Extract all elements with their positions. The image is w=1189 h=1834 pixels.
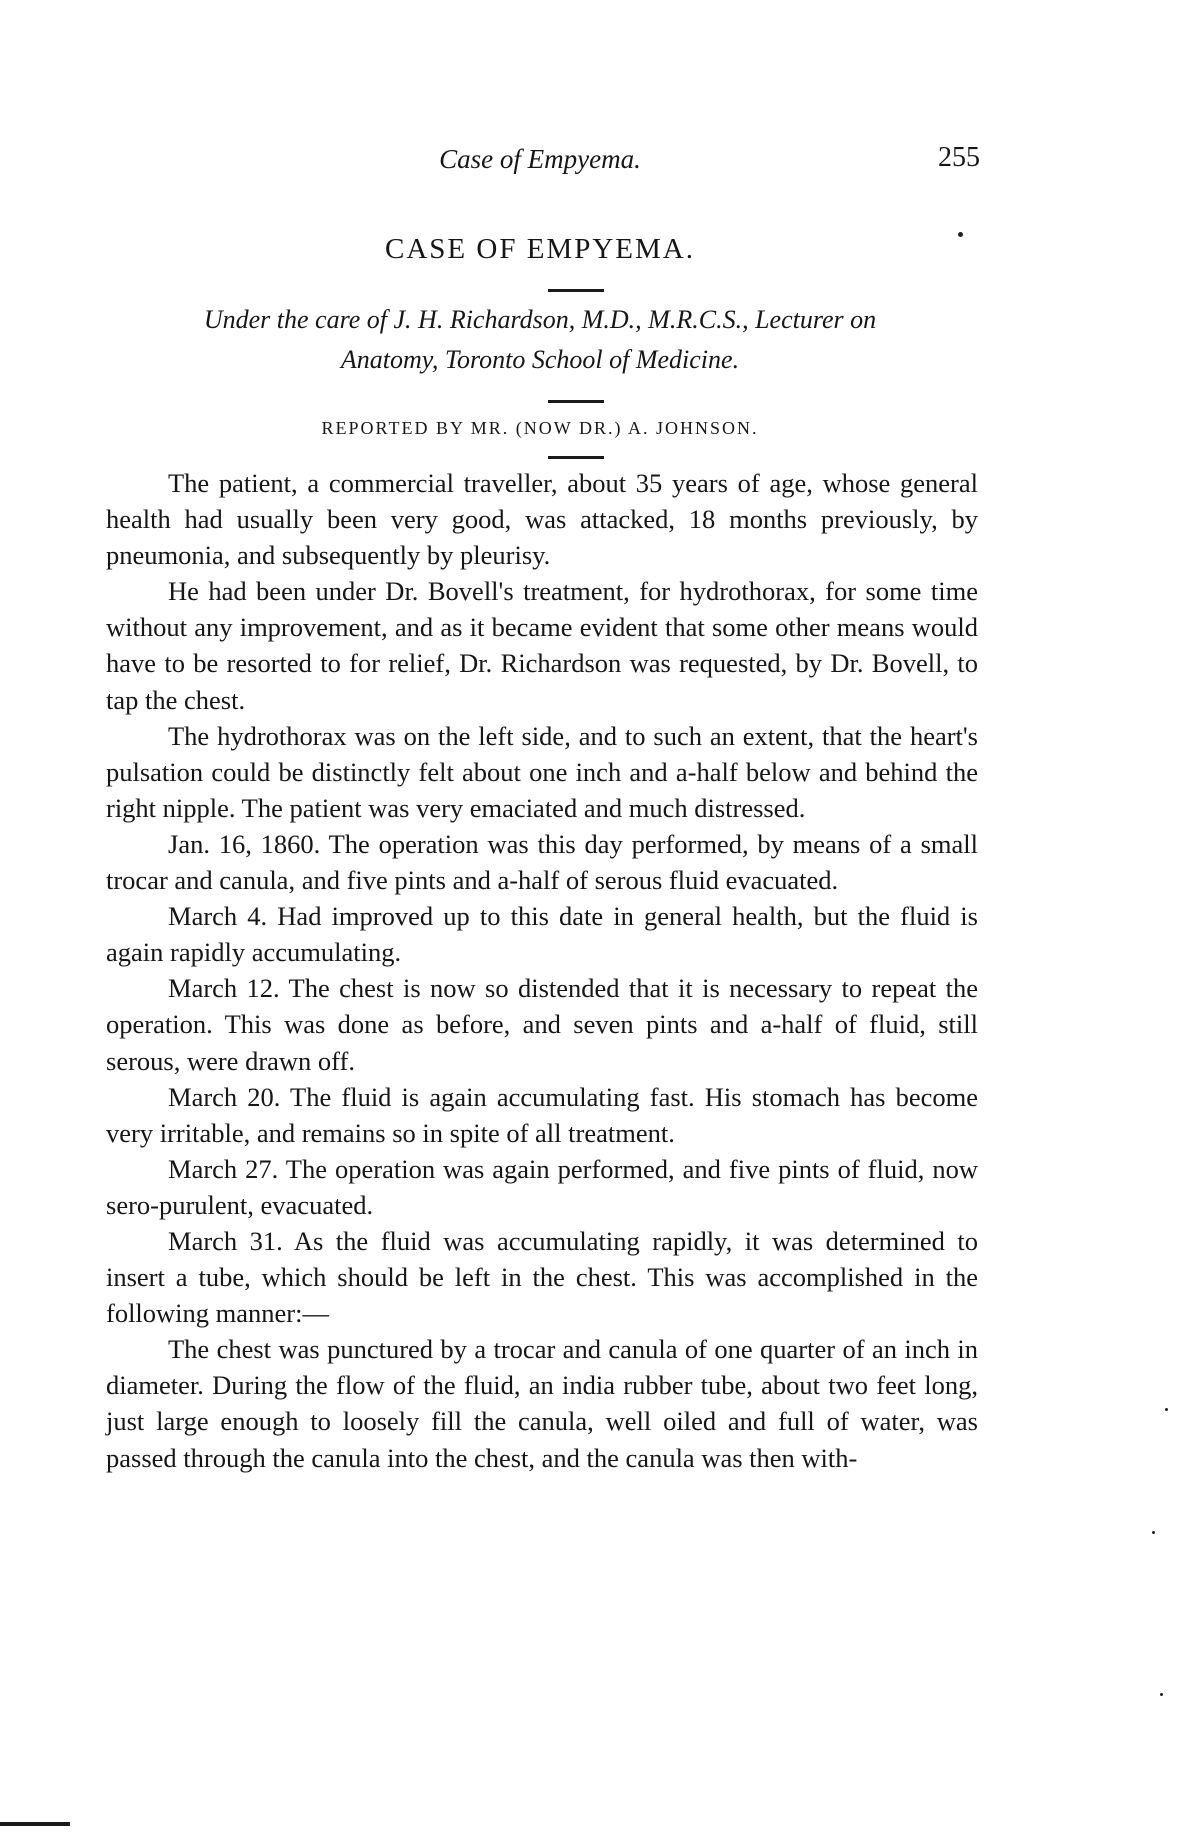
running-title: Case of Empyema. bbox=[439, 144, 641, 174]
paragraph-patient-history: The patient, a commercial traveller, about 35 years of age, whose general health had usually been very good, was attacked, 18 months previously, by pneumonia, and subsequently by pleurisy. bbox=[106, 468, 978, 571]
paragraph-march-27: March 27. The operation was again performed, and five pints of fluid, now sero-purulent, evacuated. bbox=[106, 1153, 978, 1220]
reporter-line: REPORTED BY MR. (NOW DR.) A. JOHNSON. bbox=[321, 418, 759, 438]
paragraph-tube-procedure: The chest was punctured by a trocar and canula of one quarter of an inch in diameter. During the flow of the fluid, an india rubber tube, about two feet long, just large enough to loosely fill the canula, well oiled and full of water, was passed through the canula into the chest, and the canula was then with- bbox=[106, 1334, 978, 1473]
running-head bbox=[100, 140, 980, 180]
paragraph-hydrothorax: The hydrothorax was on the left side, and to such an extent, that the heart's pulsation could be distinctly felt about one inch and a-half below and behind the right nipple. The patient was very emaciated and much distressed. bbox=[106, 720, 978, 823]
article-title: CASE OF EMPYEMA. bbox=[385, 233, 695, 265]
byline-line-2: Anatomy, Toronto School of Medicine. bbox=[340, 345, 740, 374]
paragraph-march-20: March 20. The fluid is again accumulating fast. His stomach has become very irritable, and remains so in spite of all treatment. bbox=[106, 1081, 978, 1148]
byline bbox=[100, 300, 980, 380]
page-number: 255 bbox=[938, 142, 980, 173]
page-edge-mark bbox=[0, 1822, 70, 1826]
title-rule bbox=[548, 289, 604, 292]
paragraph-march-31: March 31. As the fluid was accumulating rapidly, it was determined to insert a tube, which should be left in the chest. This was accomplished in the following manner:— bbox=[106, 1225, 978, 1329]
print-speck bbox=[1165, 1408, 1168, 1411]
reporter-rule bbox=[548, 456, 604, 459]
paragraph-march-4: March 4. Had improved up to this date in general health, but the fluid is again rapidly accumulating. bbox=[106, 901, 978, 968]
paragraph-treatment: He had been under Dr. Bovell's treatment, for hydrothorax, for some time without any improvement, and as it became evident that some other means would have to be resorted to for relief, Dr. Richardson was requested, by Dr. Bovell, to tap the chest. bbox=[106, 576, 978, 715]
byline-rule bbox=[548, 400, 604, 403]
byline-line-1: Under the care of J. H. Richardson, M.D., M.R.C.S., Lecturer on bbox=[203, 305, 877, 334]
print-speck bbox=[1160, 1693, 1163, 1696]
article-body bbox=[106, 465, 978, 1476]
paragraph-jan-16: Jan. 16, 1860. The operation was this day performed, by means of a small trocar and canula, and five pints and a-half of serous fluid evacuated. bbox=[106, 828, 978, 896]
print-speck bbox=[1152, 1531, 1155, 1534]
print-speck bbox=[958, 232, 963, 237]
paragraph-march-12: March 12. The chest is now so distended that it is necessary to repeat the operation. This was done as before, and seven pints and a-half of fluid, still serous, were drawn off. bbox=[106, 973, 978, 1076]
